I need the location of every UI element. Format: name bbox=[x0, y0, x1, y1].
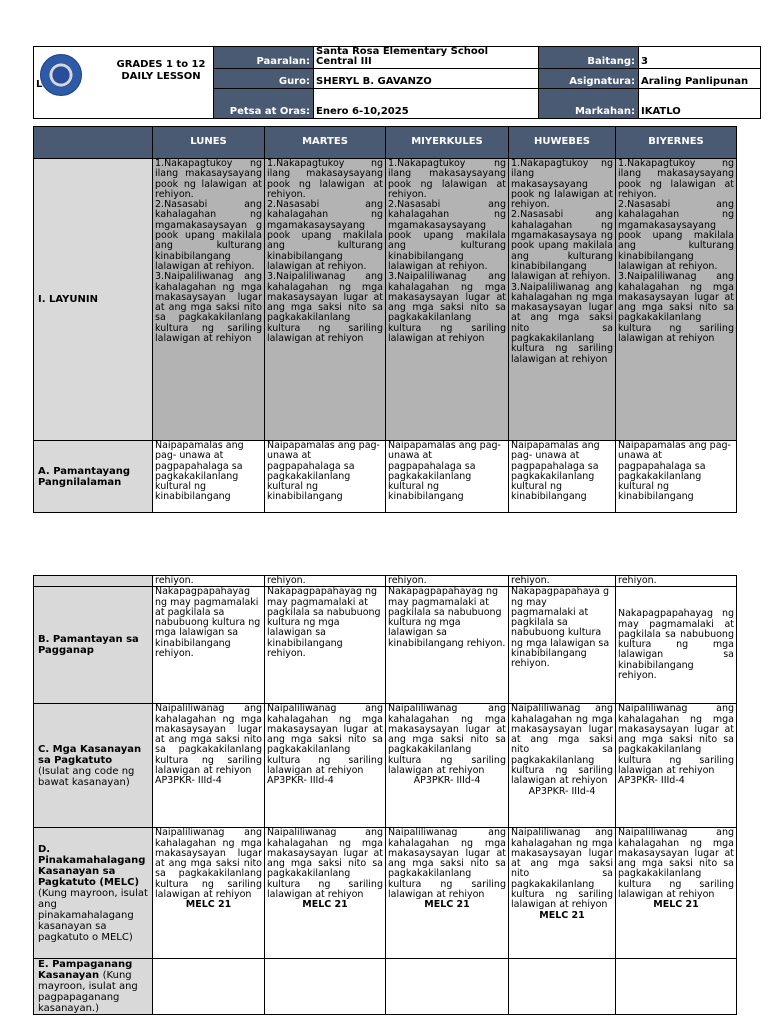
row-label-layunin: I. LAYUNIN bbox=[34, 159, 153, 441]
deped-seal-icon bbox=[40, 54, 82, 96]
header-table bbox=[33, 46, 761, 119]
logo-letter: L bbox=[36, 79, 43, 90]
row-label-kasanayan: C. Mga Kasanayan sa Pagkatuto (Isulat ang code ng bawat kasanayan) bbox=[34, 704, 153, 828]
form-title: GRADES 1 to 12 DAILY LESSON bbox=[116, 59, 206, 82]
pagganap-cell-biyernes: Nakapagpapahayag ng may pagmamalaki at pagkilala sa nabubuong kultura ng mga lalawigan sa kinabibilangang rehiyon. bbox=[616, 587, 737, 704]
pagganap-cell-lunes: Nakapagpapahayag ng may pagmamalaki at pagkilala sa nabubuong kultura ng mga lalawigan sa kinabibilangang rehiyon. bbox=[153, 587, 265, 704]
pagganap-cell-huwebes: Nakapagpapahaya g ng may pagmamalaki at pagkilala sa nabubuong kultura ng mga lalawigan sa kinabibilangang rehiyon. bbox=[509, 587, 616, 704]
kasanayan-cell-martes: Naipaliliwanag ang kahalagahan ng mga makasaysayan lugar at ang mga saksi nito sa pagkakakilanlang kultura ng sariling lalawigan at rehiyon AP3PKR- IIId-4 bbox=[265, 704, 386, 828]
school-value: Santa Rosa Elementary School Central III bbox=[314, 47, 539, 69]
melc-cell-martes: Naipaliliwanag ang kahalagahan ng mga makasaysayan lugar at ang mga saksi nito sa pagkakakilanlang kultura ng sariling lalawigan at rehiyon MELC 21 bbox=[265, 828, 386, 959]
teacher-value: SHERYL B. GAVANZO bbox=[314, 69, 539, 89]
lesson-plan-table-continued bbox=[33, 575, 737, 1015]
row-label-pampaganang: E. Pampaganang Kasanayan (Kung mayroon, isulat ang pagpapaganang kasanayan.) bbox=[34, 959, 153, 1015]
quarter-value: IKATLO bbox=[639, 89, 761, 119]
pangnilalaman-cell-miyerkules: Naipapamalas ang pag- unawa at pagpapahalaga sa pagkakakilanlang kultural ng kinabibilangang bbox=[386, 441, 509, 513]
melc-cell-lunes: Naipaliliwanag ang kahalagahan ng mga makasaysayan lugar at ang mga saksi nito sa pagkakakilanlang kultura ng sariling lalawigan at rehiyon MELC 21 bbox=[153, 828, 265, 959]
header-title-cell bbox=[34, 47, 214, 119]
continued-cell-biyernes: rehiyon. bbox=[616, 576, 737, 587]
school-label: Paaralan: bbox=[214, 47, 314, 69]
kasanayan-cell-huwebes: Naipaliliwanag ang kahalagahan ng mga makasaysayan lugar at ang mga saksi nito sa pagkakakilanlang kultura ng sariling lalawigan at rehiyon AP3PKR- IIId-4 bbox=[509, 704, 616, 828]
pangnilalaman-cell-martes: Naipapamalas ang pag- unawa at pagpapahalaga sa pagkakakilanlang kultural ng kinabibilangang bbox=[265, 441, 386, 513]
continued-cell-huwebes: rehiyon. bbox=[509, 576, 616, 587]
row-label-continued bbox=[34, 576, 153, 587]
grade-label: Baitang: bbox=[539, 47, 639, 69]
subject-label: Asignatura: bbox=[539, 69, 639, 89]
grade-value: 3 bbox=[639, 47, 761, 69]
melc-code: MELC 21 bbox=[653, 899, 699, 911]
pagganap-cell-martes: Nakapagpapahayag ng may pagmamalaki at pagkilala sa nabubuong kultura ng mga lalawigan sa kinabibilangang rehiyon. bbox=[265, 587, 386, 704]
layunin-cell-martes: 1.Nakapagtukoy ng ilang makasaysayang pook ng lalawigan at rehiyon. 2.Nasasabi ang kahalagahan ng mgamakasaysayang pook upang makilala ang kulturang kinabibilangang lalawigan at rehiyon. 3.Naipaliliwanag ang kahalagahan ng mga makasaysayan lugar at ang mga saksi nito sa pagkakakilanlang kultura ng sariling lalawigan at rehiyon bbox=[265, 159, 386, 441]
date-label: Petsa at Oras: bbox=[214, 89, 314, 119]
competency-code: AP3PKR- IIId-4 bbox=[267, 775, 334, 787]
pangnilalaman-cell-huwebes: Naipapamalas ang pag- unawa at pagpapahalaga sa pagkakakilanlang kultural ng kinabibilangang bbox=[509, 441, 616, 513]
competency-code: AP3PKR- IIId-4 bbox=[528, 785, 596, 797]
kasanayan-cell-lunes: Naipaliliwanag ang kahalagahan ng mga makasaysayan lugar at ang mga saksi nito sa pagkakakilanlang kultura ng sariling lalawigan at rehiyon AP3PKR- IIId-4 bbox=[153, 704, 265, 828]
continued-cell-lunes: rehiyon. bbox=[153, 576, 265, 587]
day-header-biyernes: BIYERNES bbox=[616, 127, 737, 159]
competency-code: AP3PKR- IIId-4 bbox=[155, 775, 222, 787]
continued-cell-martes: rehiyon. bbox=[265, 576, 386, 587]
subject-value: Araling Panlipunan bbox=[639, 69, 761, 89]
pampaganang-cell-martes bbox=[265, 959, 386, 1015]
row-label-pamantayan-sa-pagganap: B. Pamantayan sa Pagganap bbox=[34, 587, 153, 704]
quarter-label: Markahan: bbox=[539, 89, 639, 119]
day-header-martes: MARTES bbox=[265, 127, 386, 159]
melc-cell-miyerkules: Naipaliliwanag ang kahalagahan ng mga makasaysayan lugar at ang mga saksi nito sa pagkakakilanlang kultura ng sariling lalawigan at rehiyon MELC 21 bbox=[386, 828, 509, 959]
melc-cell-biyernes: Naipaliliwanag ang kahalagahan ng mga makasaysayan lugar at ang mga saksi nito sa pagkakakilanlang kultura ng sariling lalawigan at rehiyon MELC 21 bbox=[616, 828, 737, 959]
pampaganang-cell-huwebes bbox=[509, 959, 616, 1015]
kasanayan-cell-miyerkules: Naipaliliwanag ang kahalagahan ng mga makasaysayan lugar at ang mga saksi nito sa pagkakakilanlang kultura ng sariling lalawigan at rehiyon AP3PKR- IIId-4 bbox=[386, 704, 509, 828]
day-header-miyerkules: MIYERKULES bbox=[386, 127, 509, 159]
day-header-huwebes: HUWEBES bbox=[509, 127, 616, 159]
layunin-cell-biyernes: 1.Nakapagtukoy ng ilang makasaysayang pook ng lalawigan at rehiyon. 2.Nasasabi ang kahalagahan ng mgamakasaysayang pook upang makilala ang kulturang kinabibilangang lalawigan at rehiyon. 3.Naipaliliwanag ang kahalagahan ng mga makasaysayan lugar at ang mga saksi nito sa pagkakakilanlang kultura ng sariling lalawigan at rehiyon bbox=[616, 159, 737, 441]
pampaganang-cell-biyernes bbox=[616, 959, 737, 1015]
row-label-pamantayang-pangnilalaman: A. Pamantayang Pangnilalaman bbox=[34, 441, 153, 513]
layunin-cell-lunes: 1.Nakapagtukoy ng ilang makasaysayang pook ng lalawigan at rehiyon. 2.Nasasabi ang kahalagahan ng mgamakasaysayan g pook upang makilala ang kulturang kinabibilangang lalawigan at rehiyon. 3.Naipaliliwanag ang kahalagahan ng mga makasaysayan lugar at ang mga saksi nito sa pagkakakilanlang kultura ng sariling lalawigan at rehiyon bbox=[153, 159, 265, 441]
pagganap-cell-miyerkules: Nakapagpapahayag ng may pagmamalaki at pagkilala sa nabubuong kultura ng mga lalawigan sa kinabibilangang rehiyon. bbox=[386, 587, 509, 704]
pangnilalaman-cell-biyernes: Naipapamalas ang pag- unawa at pagpapahalaga sa pagkakakilanlang kultural ng kinabibilangang bbox=[616, 441, 737, 513]
lesson-plan-table bbox=[33, 126, 737, 513]
row-label-melc: D. Pinakamahalagang Kasanayan sa Pagkatuto (MELC) (Kung mayroon, isulat ang pinakamahalagang kasanayan sa pagkatuto o MELC) bbox=[34, 828, 153, 959]
pampaganang-cell-miyerkules bbox=[386, 959, 509, 1015]
melc-code: MELC 21 bbox=[424, 899, 470, 911]
competency-code: AP3PKR- IIId-4 bbox=[618, 775, 685, 787]
melc-cell-huwebes: Naipaliliwanag ang kahalagahan ng mga makasaysayan lugar at ang mga saksi nito sa pagkakakilanlang kultura ng sariling lalawigan at rehiyon MELC 21 bbox=[509, 828, 616, 959]
continued-cell-miyerkules: rehiyon. bbox=[386, 576, 509, 587]
pampaganang-cell-lunes bbox=[153, 959, 265, 1015]
kasanayan-cell-biyernes: Naipaliliwanag ang kahalagahan ng mga makasaysayan lugar at ang mga saksi nito sa pagkakakilanlang kultura ng sariling lalawigan at rehiyon AP3PKR- IIId-4 bbox=[616, 704, 737, 828]
competency-code: AP3PKR- IIId-4 bbox=[413, 775, 481, 787]
teacher-label: Guro: bbox=[214, 69, 314, 89]
corner-cell bbox=[34, 127, 153, 159]
pangnilalaman-cell-lunes: Naipapamalas ang pag- unawa at pagpapahalaga sa pagkakakilanlang kultural ng kinabibilangang bbox=[153, 441, 265, 513]
melc-code: MELC 21 bbox=[302, 899, 348, 911]
melc-code: MELC 21 bbox=[539, 909, 585, 921]
melc-code: MELC 21 bbox=[185, 899, 232, 911]
layunin-cell-huwebes: 1.Nakapagtukoy ng ilang makasaysayang pook ng lalawigan at rehiyon. 2.Nasasabi ang kahalagahan ng mgamakasaysaya ng pook upang makilala ang kulturang kinabibilangang lalawigan at rehiyon. 3.Naipaliliwanag ang kahalagahan ng mga makasaysayan lugar at ang mga saksi nito sa pagkakakilanlang kultura ng sariling lalawigan at rehiyon bbox=[509, 159, 616, 441]
day-header-lunes: LUNES bbox=[153, 127, 265, 159]
date-value: Enero 6-10,2025 bbox=[314, 89, 539, 119]
layunin-cell-miyerkules: 1.Nakapagtukoy ng ilang makasaysayang pook ng lalawigan at rehiyon. 2.Nasasabi ang kahalagahan ng mgamakasaysayang pook upang makilala ang kulturang kinabibilangang lalawigan at rehiyon. 3.Naipaliliwanag ang kahalagahan ng mga makasaysayan lugar at ang mga saksi nito sa pagkakakilanlang kultura ng sariling lalawigan at rehiyon bbox=[386, 159, 509, 441]
